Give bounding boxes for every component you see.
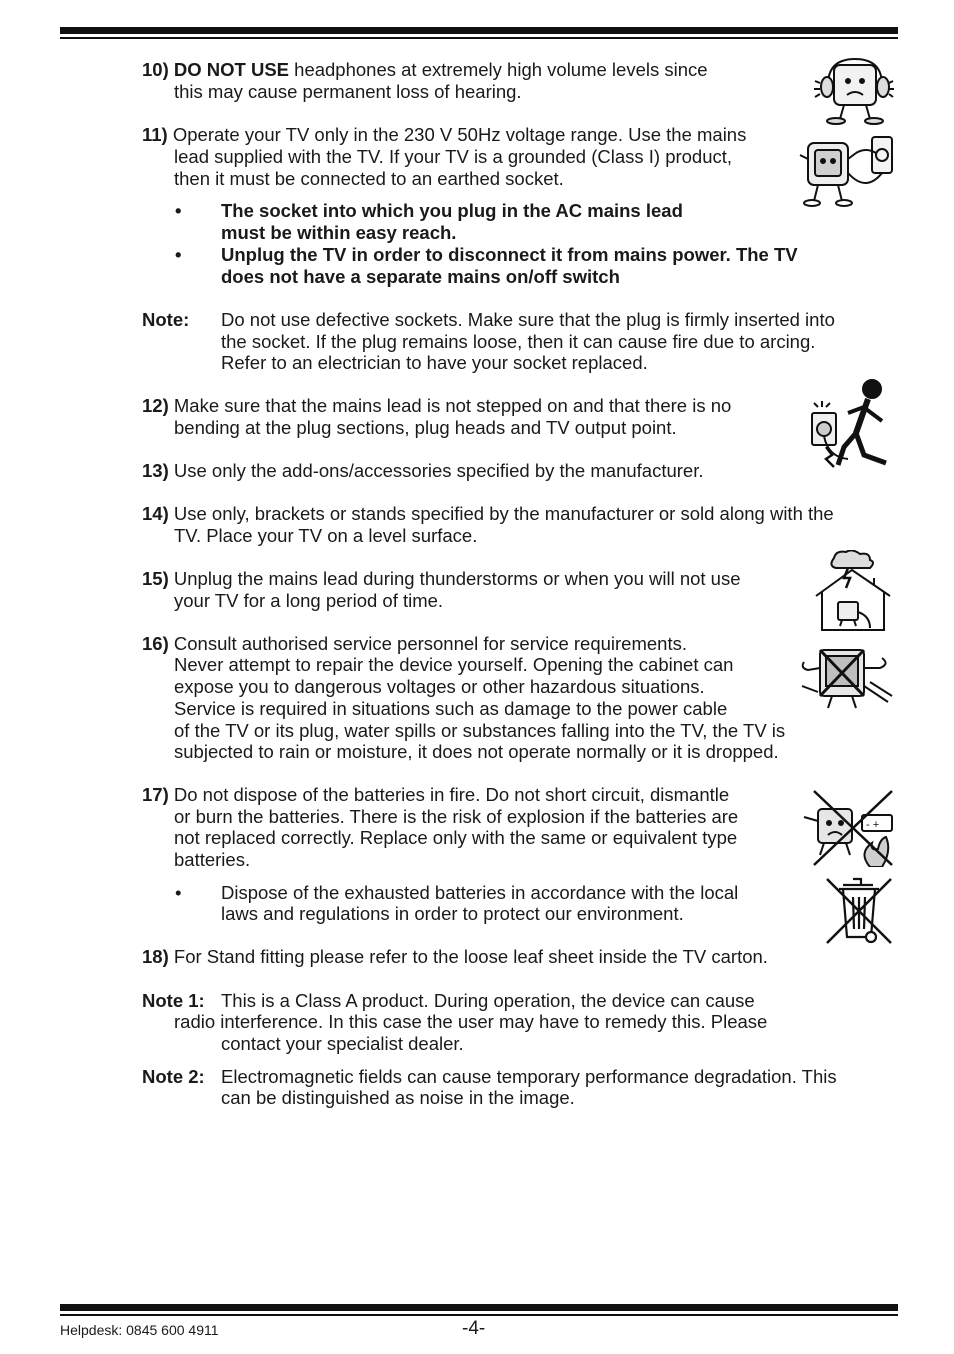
item-12-line-2: bending at the plug sections, plug heads and TV output point. [174,417,677,438]
house-lightning-icon [812,550,894,632]
bullet-mark: • [175,200,182,221]
note-line-3: Refer to an electrician to have your socket replaced. [221,352,648,373]
note-label: Note: [142,309,190,330]
item-17-line-2: or burn the batteries. There is the risk of explosion if the batteries are [174,806,739,827]
bottom-rule [60,1304,898,1316]
item-16-line-4: Service is required in situations such as damage to the power cable [174,698,728,719]
item-17-line-1: 17) Do not dispose of the batteries in fire. Do not short circuit, dismantle [142,784,730,805]
item-13-line-1: 13) Use only the add-ons/accessories specified by the manufacturer. [142,460,704,481]
note-1-line-1: This is a Class A product. During operation, the device can cause [221,990,755,1011]
item-15-line-2: your TV for a long period of time. [174,590,444,611]
item-11-line-2: lead supplied with the TV. If your TV is a grounded (Class I) product, [174,146,733,167]
item-16-line-6: subjected to rain or moisture, it does not operate normally or it is dropped. [174,741,779,762]
item-10-line-2: this may cause permanent loss of hearing. [174,81,522,102]
item-17-line-3: not replaced correctly. Replace only with the same or equivalent type [174,827,738,848]
note-line-1: Do not use defective sockets. Make sure that the plug is firmly inserted into [221,309,835,330]
item-17-bullet-line-1: Dispose of the exhausted batteries in accordance with the local [221,882,739,903]
item-11-bullet-2-line-2: does not have a separate mains on/off switch [221,266,620,287]
item-17-bullet-line-2: laws and regulations in order to protect our environment. [221,903,684,924]
note-1-label: Note 1: [142,990,205,1011]
item-11-line-3: then it must be connected to an earthed socket. [174,168,564,189]
item-15-line-1: 15) Unplug the mains lead during thunderstorms or when you will not use [142,568,741,589]
crossed-bin-weee-icon [823,875,895,947]
top-rule [60,27,898,39]
item-16-line-5: of the TV or its plug, water spills or substances falling into the TV, the TV is [174,720,786,741]
item-10-line-1: 10) DO NOT USE headphones at extremely high volume levels since [142,59,708,80]
item-17-line-4: batteries. [174,849,251,870]
tv-headphones-icon [812,57,896,127]
battery-label: - + [866,819,880,831]
note-1-line-3: contact your specialist dealer. [221,1033,464,1054]
bullet-mark: • [175,244,182,265]
bullet-mark: • [175,882,182,903]
item-11-bullet-1-line-2: must be within easy reach. [221,222,457,243]
page-number: -4- [462,1318,486,1339]
item-11-line-1: 11) Operate your TV only in the 230 V 50Hz voltage range. Use the mains [142,124,747,145]
note-1-line-2: radio interference. In this case the user may have to remedy this. Please [174,1011,768,1032]
item-12-line-1: 12) Make sure that the mains lead is not stepped on and that there is no [142,395,732,416]
note-2-line-2: can be distinguished as noise in the image. [221,1087,575,1108]
item-18-line-1: 18) For Stand fitting please refer to the loose leaf sheet inside the TV carton. [142,946,768,967]
helpdesk-text: Helpdesk: 0845 600 4911 [60,1322,219,1338]
note-line-2: the socket. If the plug remains loose, then it can cause fire due to arcing. [221,331,816,352]
no-battery-fire-icon [798,789,896,867]
person-stepping-cable-icon [808,377,898,472]
item-11-bullet-1-line-1: The socket into which you plug in the AC mains lead [221,200,683,221]
item-16-line-2: Never attempt to repair the device yourself. Opening the cabinet can [174,654,734,675]
tv-no-repair-icon [798,646,896,712]
item-14-line-1: 14) Use only, brackets or stands specified by the manufacturer or sold along with the [142,503,834,524]
item-16-line-3: expose you to dangerous voltages or other hazardous situations. [174,676,705,697]
item-11-bullet-2-line-1: Unplug the TV in order to disconnect it from mains power. The TV [221,244,798,265]
note-2-line-1: Electromagnetic fields can cause temporary performance degradation. This [221,1066,837,1087]
item-14-line-2: TV. Place your TV on a level surface. [174,525,478,546]
tv-socket-plug-icon [796,133,896,211]
item-16-line-1: 16) Consult authorised service personnel for service requirements. [142,633,687,654]
note-2-label: Note 2: [142,1066,205,1087]
